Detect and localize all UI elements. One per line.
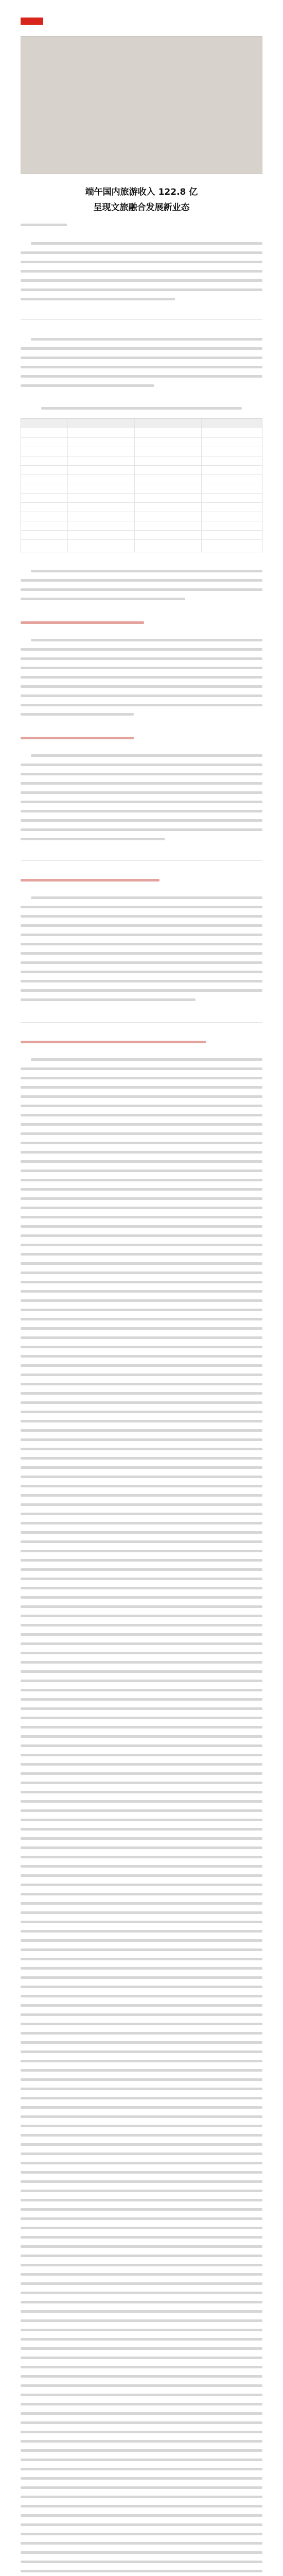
article-headline-line-1: 端午国内旅游收入 122.8 亿: [85, 187, 198, 197]
subheading-4: [21, 1041, 206, 1043]
section-divider: [21, 1022, 262, 1023]
article-headline-line-2: 呈现文旅融合发展新业态: [93, 202, 190, 213]
data-table: [21, 418, 262, 552]
article-photo: [21, 36, 262, 174]
subheading-1: [21, 621, 144, 624]
byline: [21, 224, 67, 226]
column-tag: [21, 18, 43, 25]
table-caption: [41, 407, 242, 410]
subheading-2: [21, 737, 134, 739]
section-divider: [21, 860, 262, 861]
subheading-3: [21, 879, 160, 882]
section-divider: [21, 319, 262, 320]
